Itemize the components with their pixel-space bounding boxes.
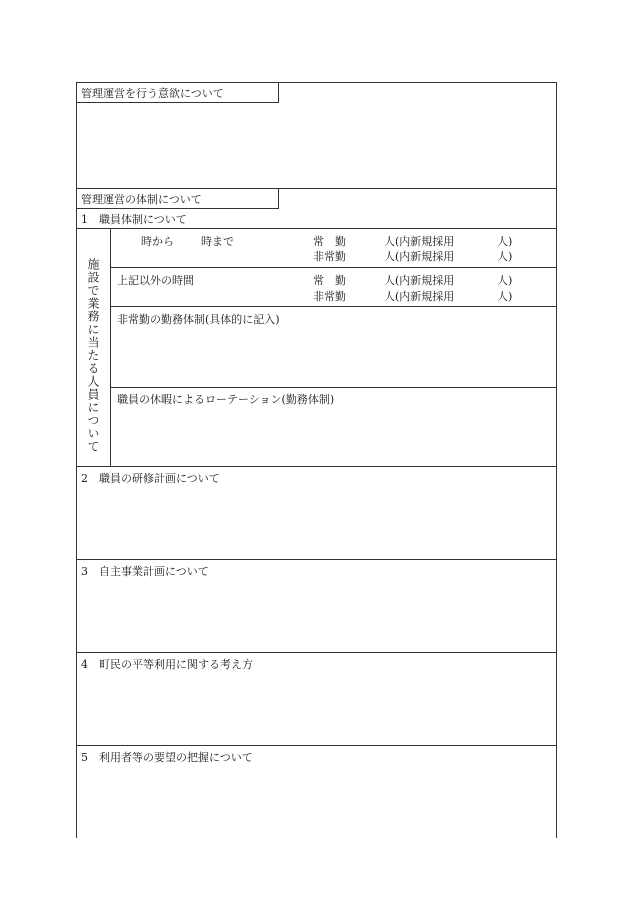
other-fulltime-count-label: 人(内新規採用 [384,274,455,287]
motivation-answer-area[interactable] [77,103,556,187]
parttime-close-label: 人) [497,250,513,263]
user-needs-answer-area[interactable] [77,767,556,837]
frame-right-border [556,82,557,838]
equal-use-section-title: 4 町民の平等利用に関する考え方 [81,658,253,671]
other-fulltime-close-label: 人) [497,274,513,287]
other-parttime-label: 非常勤 [313,290,346,303]
system-header-box-right [278,188,279,208]
other-hours-label: 上記以外の時間 [117,274,194,287]
system-header-label: 管理運営の体制について [81,193,202,206]
row-hours-bottom [110,267,557,268]
row-other-hours-bottom [110,306,557,307]
staff-system-title: 1 職員体制について [81,213,187,226]
equal-use-answer-area[interactable] [77,674,556,744]
own-business-section-title: 3 自主事業計画について [81,565,209,578]
time-from-label: 時から [141,235,174,248]
fulltime-close-label: 人) [497,235,513,248]
motivation-header-box-right [278,82,279,102]
other-parttime-count-label: 人(内新規採用 [384,290,455,303]
time-to-label: 時まで [201,235,234,248]
system-section-top-border [76,188,557,189]
frame-top-border [76,82,557,83]
fulltime-label: 常 勤 [313,235,346,248]
user-needs-section-title: 5 利用者等の要望の把握について [81,751,253,764]
motivation-header-label: 管理運営を行う意欲について [81,87,224,100]
system-header-box-bottom [76,208,279,209]
rotation-answer-area[interactable] [111,408,556,465]
own-business-answer-area[interactable] [77,581,556,651]
training-section-title: 2 職員の研修計画について [81,472,220,485]
parttime-system-label: 非常勤の勤務体制(具体的に記入) [117,313,280,326]
parttime-system-answer-area[interactable] [111,328,556,386]
parttime-label: 非常勤 [313,250,346,263]
own-business-section-top-border [76,559,557,560]
training-section-top-border [76,466,557,467]
staff-system-title-bottom [76,228,557,229]
other-fulltime-label: 常 勤 [313,274,346,287]
user-needs-section-top-border [76,745,557,746]
row-parttime-system-bottom [110,387,557,388]
training-answer-area[interactable] [77,488,556,558]
other-parttime-close-label: 人) [497,290,513,303]
equal-use-section-top-border [76,652,557,653]
fulltime-count-label: 人(内新規採用 [384,235,455,248]
side-label-staff: 施設で業務に当たる人員について [86,258,100,453]
rotation-label: 職員の休暇によるローテーション(勤務体制) [117,393,335,406]
parttime-count-label: 人(内新規採用 [384,250,455,263]
